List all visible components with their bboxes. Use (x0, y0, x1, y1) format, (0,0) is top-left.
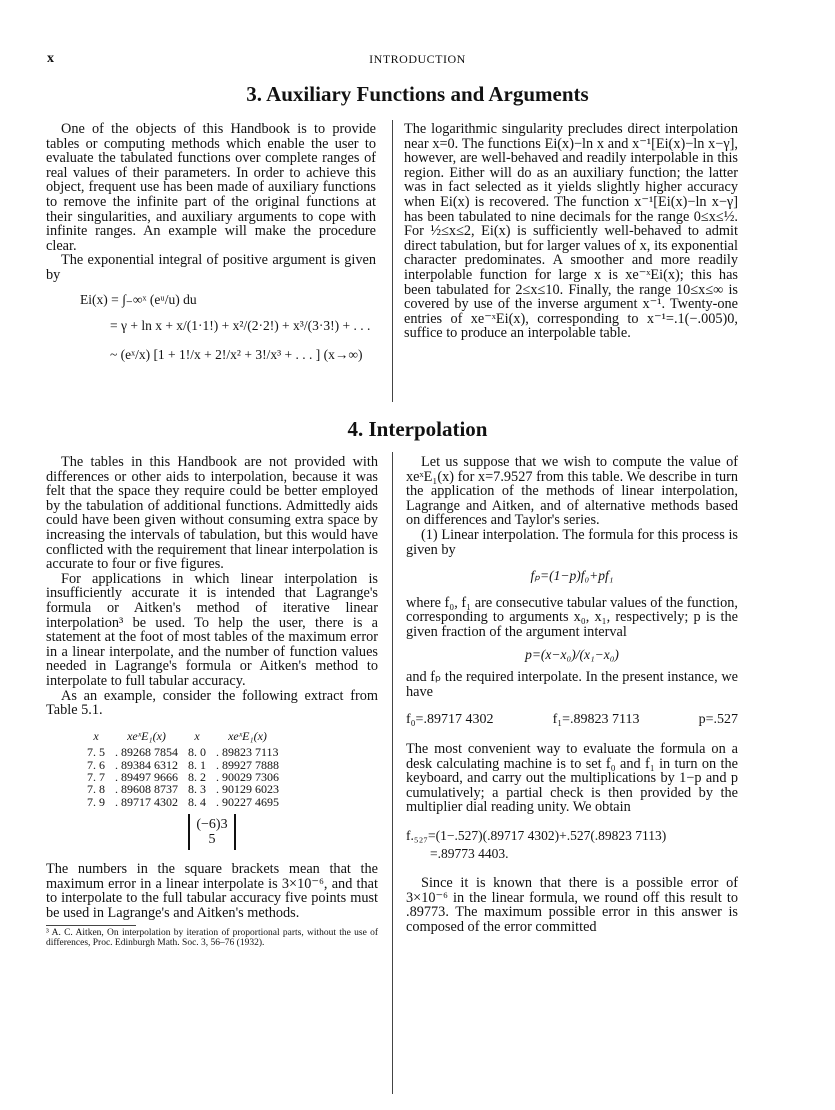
section-3-right-column (404, 122, 738, 341)
paragraph: The tables in this Handbook are not provided with differences or other aids to interpolation, because it was felt that the space they require could be better employed by the tabulation of additional functions. Admittedly aids could have been given without consuming extra space by increasing the intervals of tabulation, but this would have conflicted with the requirement that linear interpolation is accurate to four or five figures. (46, 454, 378, 573)
given-values (406, 713, 738, 728)
paragraph: (1) Linear interpolation. The formula for this process is given by (406, 526, 738, 558)
table-header: xeˣE₁(x) (228, 728, 267, 743)
table-header: x (93, 728, 99, 743)
value-f1: f₁=.89823 7113 (552, 712, 640, 728)
paragraph: The most convenient way to evaluate the formula on a desk calculating machine is to set f₀ and f₁ in turn on the keyboard, and carry out the multiplications by 1−p and p cumulatively; a partial check is then provided by the multiplier dial reading unity. We obtain (406, 740, 738, 816)
table-cell: . 89823 7113 (216, 745, 279, 760)
table-cell: 7. 6 (87, 757, 105, 772)
value-p: p=.527 (698, 712, 738, 728)
table-cell: 8. 4 (188, 794, 206, 809)
table-cell: . 89268 7854 (115, 745, 178, 760)
table-cell: 7. 7 (87, 769, 105, 784)
column-divider (392, 452, 393, 1094)
footnote-rule (46, 925, 136, 926)
section-4-title: 4. Interpolation (347, 417, 488, 441)
bracket-top: (−6)3 (196, 817, 228, 833)
table-cell: . 90029 7306 (216, 769, 279, 784)
table-cell: 8. 2 (188, 769, 206, 784)
accuracy-bracket (188, 814, 235, 850)
equation-p: p=(x−x₀)/(x₁−x₀) (525, 646, 619, 662)
section-4-left-column (46, 455, 378, 948)
equation-ei-asymptotic: ~ (eˣ/x) [1 + 1!/x + 2!/x² + 3!/x³ + . . . ] (x→∞) (110, 346, 363, 362)
table-header: x (194, 728, 200, 743)
bracket-bottom: 5 (208, 832, 216, 848)
paragraph: The logarithmic singularity precludes direct interpolation near x=0. The functions Ei(x)−ln x and x⁻¹[Ei(x)−ln x−γ], however, are well-behaved and readily interpolable in this region. Either will do as an auxiliary function; the latter was in fact selected as it yields slightly higher accuracy when Ei(x) is recovered. The function x⁻¹[Ei(x)−ln x−γ] has been tabulated to nine decimals for the range 0≤x≤½. For ½≤x≤2, Ei(x) is sufficiently well-behaved to admit direct tabulation, but for larger values of x, its exponential character predominates. A smoother and more readily interpolable function for large x is xe⁻ˣEi(x); this has been tabulated for 2≤x≤10. Finally, the range 10≤x≤∞ is covered by use of the inverse argument x⁻¹. Twenty-one entries of xe⁻ˣEi(x), corresponding to x⁻¹=.1(−.005)0, suffice to produce an interpolable table. (404, 121, 738, 342)
table-cell: 7. 9 (87, 794, 105, 809)
paragraph: The exponential integral of positive argument is given by (46, 252, 376, 283)
equation-ei-series: = γ + ln x + x/(1·1!) + x²/(2·2!) + x³/(3·3!) + . . . (110, 318, 371, 334)
paragraph: For applications in which linear interpolation is insufficiently accurate it is intended that Lagrange's formula or Aitken's method of iterative linear interpolation³ be used. To help the user, there is a statement at the foot of most tables of the maximum error in a linear interpolate, and the number of function values needed in Lagrange's formula or Aitken's method to interpolate to full tabular accuracy. (46, 570, 378, 689)
page-number: x (47, 51, 55, 66)
value-f0: f₀=.89717 4302 (406, 712, 494, 728)
section-3-left-column (46, 122, 376, 362)
table-cell: . 89497 9666 (115, 769, 178, 784)
table-header-row (82, 730, 284, 746)
paragraph: One of the objects of this Handbook is to provide tables or computing methods which enable the user to evaluate the tabulated functions over complete ranges of real values of their parameters. In order to achieve this object, frequent use has been made of auxiliary functions to remove the infinite part of the original functions at their singularities, and auxiliary arguments to cope with infinite ranges. An example will make the procedure clear. (46, 121, 376, 254)
equation-result-value: =.89773 4403. (430, 846, 509, 862)
paragraph: The numbers in the square brackets mean that the maximum error in a linear interpolate is 3×10⁻⁶, and that to interpolate to the full tabular accuracy five points must be used in Lagrange's and Aitken's methods. (46, 861, 378, 921)
table-cell: . 90227 4695 (216, 794, 279, 809)
table-row (82, 796, 284, 808)
table-cell: 8. 0 (188, 745, 206, 760)
running-title: INTRODUCTION (369, 52, 466, 66)
section-3-title: 3. Auxiliary Functions and Arguments (246, 82, 589, 106)
paragraph: and fₚ the required interpolate. In the present instance, we have (406, 669, 738, 700)
equation-linear-interp: fₚ=(1−p)f₀+pf₁ (530, 568, 614, 584)
table-cell: . 89717 4302 (115, 794, 178, 809)
column-divider (392, 120, 393, 402)
table-cell: . 89927 7888 (216, 757, 279, 772)
table-cell: 8. 3 (188, 782, 206, 797)
equation-ei-integral: Ei(x) = ∫₋∞ˣ (eᵘ/u) du (80, 291, 197, 307)
table-cell: . 89608 8737 (115, 782, 178, 797)
footnote: ³ A. C. Aitken, On interpolation by iteration of proportional parts, without the use of differences, Proc. Edinburgh Math. Soc. 3, 56–76 (1932). (46, 927, 378, 948)
extract-table (82, 730, 284, 808)
table-cell: 7. 5 (87, 745, 105, 760)
paragraph: As an example, consider the following extract from Table 5.1. (46, 687, 378, 719)
paragraph: Since it is known that there is a possible error of 3×10⁻⁶ in the linear formula, we round off this result to .89773. The maximum possible error in this answer is composed of the error committed (406, 875, 738, 935)
table-header: xeˣE₁(x) (127, 728, 166, 743)
table-cell: . 89384 6312 (115, 757, 178, 772)
equation-result: f.₅₂₇=(1−.527)(.89717 4302)+.527(.89823 7113) (406, 827, 667, 843)
section-4-right-column (406, 455, 738, 934)
paragraph: Let us suppose that we wish to compute the value of xeˣE₁(x) for x=7.9527 from this table. We describe in turn the application of the methods of linear interpolation, Lagrange and Aitken, and of alternative methods based on differences and Taylor's series. (406, 454, 738, 529)
table-row (82, 746, 284, 758)
table-cell: 7. 8 (87, 782, 105, 797)
table-cell: 8. 1 (188, 757, 206, 772)
table-row (82, 783, 284, 795)
paragraph: where f₀, f₁ are consecutive tabular values of the function, corresponding to arguments x₀, x₁, respectively; p is the given fraction of the argument interval (406, 594, 738, 640)
table-cell: . 90129 6023 (216, 782, 279, 797)
